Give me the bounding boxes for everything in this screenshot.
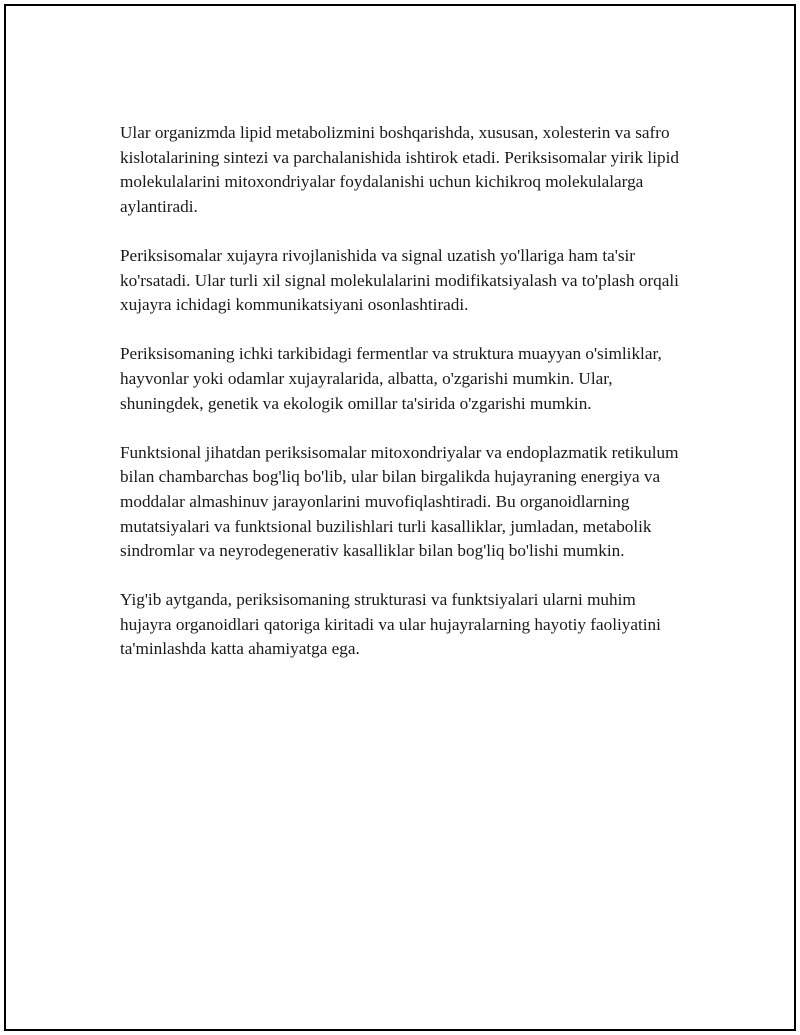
paragraph-1: Ular organizmda lipid metabolizmini boshqarishda, xususan, xolesterin va safro kislotalarining sintezi va parchalanishida ishtirok etadi. Periksisomalar yirik lipid molekulalarini mitoxondriyalar foydalanishi uchun kichikroq molekulalarga aylantiradi. (120, 123, 679, 216)
paragraph-2: Periksisomalar xujayra rivojlanishida va signal uzatish yo'llariga ham ta'sir ko'rsatadi. Ular turli xil signal molekulalarini modifikatsiyalash va to'plash orqali xujayra ichidagi kommunikatsiyani osonlashtiradi. (120, 245, 679, 315)
document-page (4, 4, 796, 1031)
paragraph-4: Funktsional jihatdan periksisomalar mitoxondriyalar va endoplazmatik retikulum bilan chambarchas bog'liq bo'lib, ular bilan birgalikda hujayraning energiya va moddalar almashinuv jarayonlarini muvofiqlashtiradi. Bu organoidlarning mutatsiyalari va funktsional buzilishlari turli kasalliklar, jumladan, metabolik sindromlar va neyrodegenerativ kasalliklar bilan bog'liq bo'lishi mumkin. (120, 442, 679, 561)
paragraph-3: Periksisomaning ichki tarkibidagi fermentlar va struktura muayyan o'simliklar, hayvonlar yoki odamlar xujayralarida, albatta, o'zgarishi mumkin. Ular, shuningdek, genetik va ekologik omillar ta'sirida o'zgarishi mumkin. (120, 344, 662, 413)
document-body (120, 121, 680, 687)
paragraph-5: Yig'ib aytganda, periksisomaning strukturasi va funktsiyalari ularni muhim hujayra organoidlari qatoriga kiritadi va ular hujayralarning hayotiy faoliyatini ta'minlashda katta ahamiyatga ega. (120, 590, 661, 659)
